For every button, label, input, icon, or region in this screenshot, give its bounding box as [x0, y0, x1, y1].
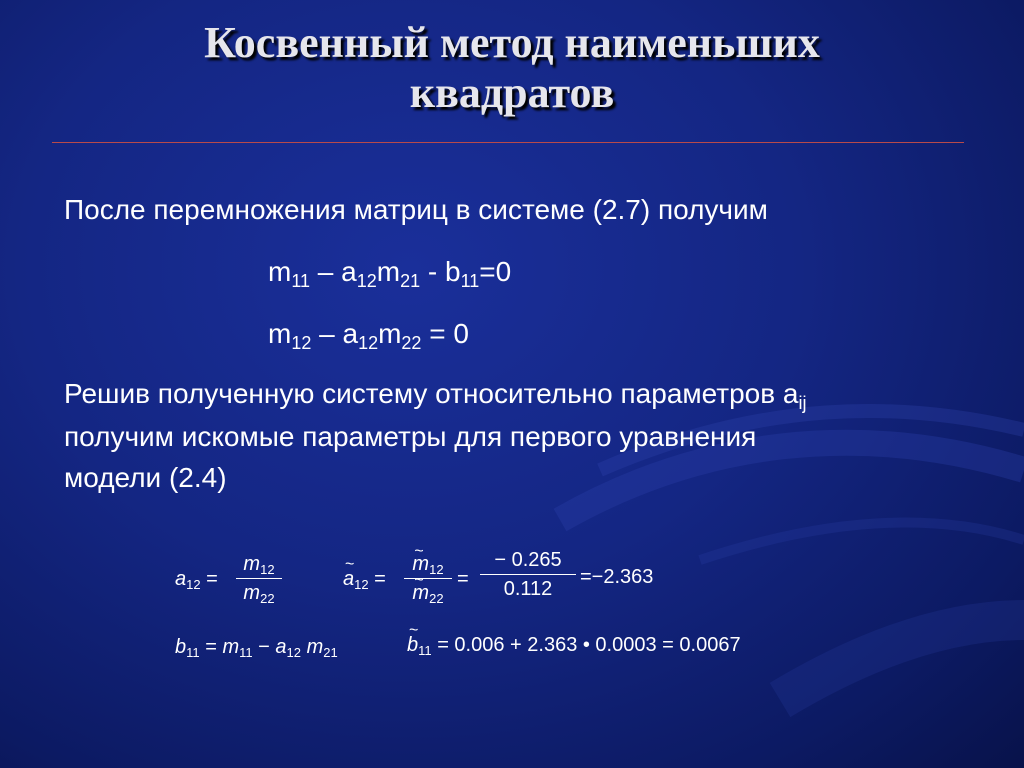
eq2-end: = 0	[421, 318, 469, 349]
m-symbol: m	[222, 636, 240, 658]
eq1-b: - b	[420, 256, 461, 287]
equation-1	[268, 256, 512, 291]
solution-line-1	[64, 378, 807, 413]
eq1-dash-a: – a	[310, 256, 357, 287]
fraction-bar	[480, 574, 576, 575]
a-sub-12: 12	[286, 645, 302, 660]
b-tilde-sub-11: 11	[418, 643, 432, 658]
m-symbol: m	[243, 582, 261, 604]
denominator	[236, 581, 282, 605]
denominator	[404, 581, 452, 605]
equals-sign: =	[457, 568, 469, 590]
a-tilde-symbol: ~ a	[343, 568, 354, 591]
eq2-m2: m	[378, 318, 402, 349]
eq1-a-sub: 12	[356, 271, 377, 291]
m-tilde-symbol: ~ m	[412, 581, 429, 605]
eq1-m-sub: 11	[291, 271, 311, 291]
fraction-numeric	[480, 548, 576, 601]
formula-a12-symbolic	[175, 568, 218, 591]
a-symbol: a	[175, 568, 187, 590]
title-divider	[52, 142, 964, 143]
equals-sign-2	[457, 568, 469, 591]
solution-line-2	[64, 421, 756, 453]
a-sub-12: 12	[186, 577, 201, 592]
eq2-m2-sub: 22	[401, 333, 422, 353]
m-symbol: m	[243, 553, 261, 575]
intro-label: После перемножения матриц в системе (2.7) получим	[64, 194, 768, 225]
title-line-2: квадратов	[409, 68, 615, 117]
slide-title	[60, 18, 964, 118]
equals-sign: =	[206, 568, 218, 590]
a-tilde-sub-12: 12	[354, 577, 369, 592]
a12-result-value: =−2.363	[580, 566, 654, 588]
b-sub-11: 11	[186, 645, 200, 660]
m-sub-22: 22	[260, 591, 275, 606]
eq2-a-sub: 12	[358, 333, 379, 353]
m-symbol: m	[306, 636, 324, 658]
numerator	[404, 552, 452, 576]
m-sub-11: 11	[239, 645, 253, 660]
eq1-b-sub: 11	[460, 271, 480, 291]
m-sub-21: 21	[323, 645, 338, 660]
m-tilde-symbol: ~ m	[412, 552, 429, 576]
eq1-m: m	[268, 256, 292, 287]
a12-result	[580, 566, 653, 589]
eq2-m: m	[268, 318, 292, 349]
solution-text-2: получим искомые параметры для первого уравнения	[64, 421, 757, 452]
m-sub-12: 12	[260, 562, 275, 577]
equals-sign: =	[205, 636, 217, 658]
equals-sign: =	[374, 568, 386, 590]
m-sub-12: 12	[429, 562, 444, 577]
fraction-bar	[404, 578, 452, 579]
formula-b11-symbolic	[175, 636, 338, 659]
solution-aij-sub: ij	[798, 393, 807, 413]
numerator	[236, 552, 282, 576]
eq1-m2-sub: 21	[400, 271, 421, 291]
b-tilde-symbol: ~ b	[407, 634, 418, 657]
solution-text-1: Решив полученную систему относительно параметров a	[64, 378, 799, 409]
formula-b11-numeric	[407, 634, 741, 657]
fraction-m12-m22	[236, 552, 282, 605]
b-symbol: b	[175, 636, 187, 658]
formula-a12-tilde	[343, 568, 386, 591]
eq1-end: =0	[479, 256, 512, 287]
m-sub-22: 22	[429, 591, 444, 606]
minus-sign: −	[258, 636, 270, 658]
denominator-value: 0.112	[503, 578, 553, 600]
intro-text	[64, 194, 768, 226]
a-symbol: a	[275, 636, 287, 658]
b11-calculation: = 0.006 + 2.363 • 0.0003 = 0.0067	[437, 634, 741, 656]
equation-2	[268, 318, 469, 353]
numerator-value: − 0.265	[494, 549, 562, 571]
fraction-bar	[236, 578, 282, 579]
eq2-m-sub: 12	[291, 333, 312, 353]
title-line-1: Косвенный метод наименьших	[204, 18, 820, 67]
eq2-dash-a: – a	[311, 318, 359, 349]
solution-line-3	[64, 462, 227, 494]
eq1-m2: m	[376, 256, 401, 287]
solution-text-3: модели (2.4)	[64, 462, 227, 493]
fraction-m12-m22-tilde	[404, 552, 452, 605]
